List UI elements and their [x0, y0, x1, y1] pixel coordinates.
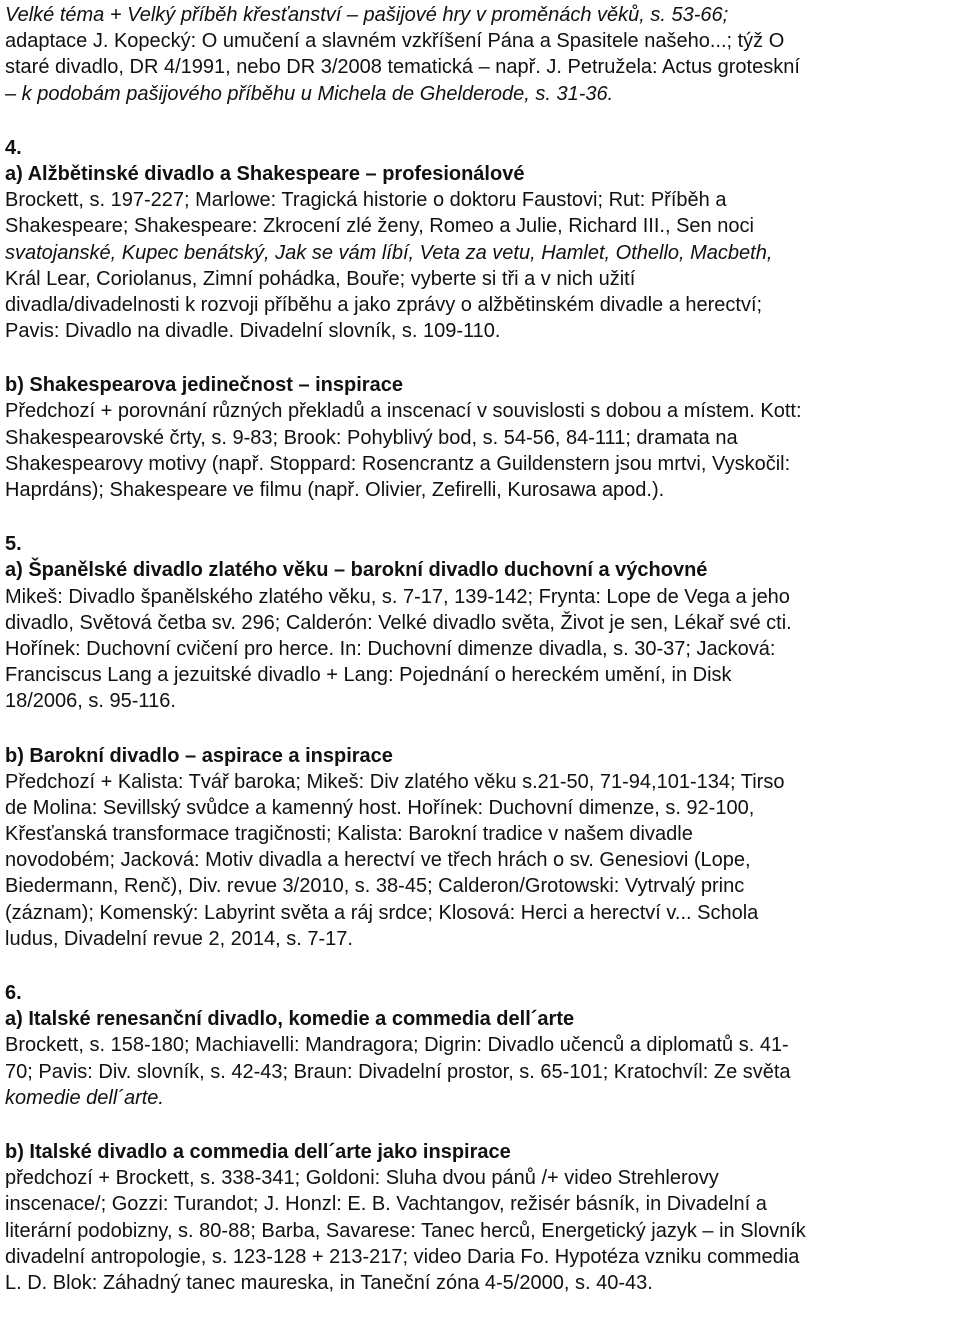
intro-line-2-text: adaptace J. Kopecký: O umučení a slavném vzkříšení Pána a Spasitele našeho...; týž O — [5, 30, 785, 53]
section-4a-line-6: Pavis: Divadlo na divadle. Divadelní slovník, s. 109-110. — [5, 320, 501, 343]
section-4b-line-4: Haprdáns); Shakespeare ve filmu (např. Olivier, Zefirelli, Kurosawa apod.). — [5, 479, 665, 501]
section-4a-line-4: Král Lear, Coriolanus, Zimní pohádka, Bouře; vyberte si tři a v nich užití — [5, 267, 636, 290]
section-6b-line-5: L. D. Blok: Záhadný tanec maureska, in Taneční zóna 4-5/2000, s. 40-43. — [5, 1271, 653, 1294]
section-4a-line-5: divadla/divadelnosti k rozvoji příběhu a jako zprávy o alžbětinském divadle a herectví; — [5, 293, 763, 316]
section-5a-line-1: Mikeš: Divadlo španělského zlatého věku, s. 7-17, 139-142; Frynta: Lope de Vega a jeho — [5, 585, 790, 608]
spacer — [5, 344, 955, 372]
document-page — [5, 2, 955, 1296]
section-5a-heading: a) Španělské divadlo zlatého věku – barokní divadlo duchovní a výchovné — [5, 559, 708, 582]
section-6b-line-1: předchozí + Brockett, s. 338-341; Goldoni: Sluha dvou pánů /+ video Strehlerovy — [5, 1167, 719, 1190]
section-6a-heading: a) Italské renesanční divadlo, komedie a commedia dell´arte — [5, 1008, 575, 1031]
spacer — [5, 503, 955, 531]
section-4a-heading: a) Alžbětinské divadlo a Shakespeare – profesionálové — [5, 162, 525, 185]
section-5b-heading: b) Barokní divadlo – aspirace a inspirace — [5, 744, 393, 767]
intro-line-2 — [5, 28, 955, 54]
section-6-number: 6. — [5, 982, 22, 1004]
section-5-number: 5. — [5, 533, 22, 556]
section-5b-line-2: de Molina: Sevillský svůdce a kamenný host. Hořínek: Duchovní dimenze, s. 92-100, — [5, 796, 755, 819]
section-4b-heading: b) Shakespearova jedinečnost – inspirace — [5, 374, 403, 397]
section-5b-line-6: (záznam); Komenský: Labyrint světa a ráj srdce; Klosová: Herci a herectví v... Schola — [5, 901, 759, 924]
section-6b-heading: b) Italské divadlo a commedia dell´arte jako inspirace — [5, 1140, 511, 1163]
section-5b-line-7: ludus, Divadelní revue 2, 2014, s. 7-17. — [5, 927, 353, 950]
section-5b-line-4: novodobém; Jacková: Motiv divadla a herectví ve třech hrách o sv. Genesiovi (Lope, — [5, 849, 751, 872]
intro-line-3-text: staré divadlo, DR 4/1991, nebo DR 3/2008 tematická – např. J. Petružela: Actus groteskní — [5, 56, 800, 79]
section-4a-line-3: svatojanské, Kupec benátský, Jak se vám líbí, Veta za vetu, Hamlet, Othello, Macbeth, — [5, 241, 773, 264]
section-5b-line-3: Křesťanská transformace tragičnosti; Kalista: Barokní tradice v našem divadle — [5, 823, 693, 846]
section-4b-line-1: Předchozí + porovnání různých překladů a inscenací v souvislosti s dobou a místem. Kott: — [5, 400, 802, 423]
spacer — [5, 107, 955, 135]
section-5a-line-4: Franciscus Lang a jezuitské divadlo + Lang: Pojednání o hereckém umění, in Disk — [5, 664, 732, 687]
section-6b-line-2: inscenace/; Gozzi: Turandot; J. Honzl: E. B. Vachtangov, režisér básník, in Divadelní a — [5, 1193, 767, 1216]
section-6a-line-2: 70; Pavis: Div. slovník, s. 42-43; Braun: Divadelní prostor, s. 65-101; Kratochvíl: Ze světa — [5, 1060, 791, 1083]
spacer — [5, 1111, 955, 1139]
section-4b-line-2: Shakespearovské črty, s. 9-83; Brook: Pohyblivý bod, s. 54-56, 84-111; dramata na — [5, 426, 738, 449]
intro-line-4: – k podobám pašijového příběhu u Michela de Ghelderode, s. 31-36. — [5, 82, 614, 105]
section-5a-line-5: 18/2006, s. 95-116. — [5, 690, 176, 713]
section-5a-line-2: divadlo, Světová četba sv. 296; Calderón: Velké divadlo světa, Život je sen, Lékař své cti. — [5, 611, 792, 634]
section-4-number: 4. — [5, 136, 22, 159]
section-4a-line-1: Brockett, s. 197-227; Marlowe: Tragická historie o doktoru Faustovi; Rut: Příběh a — [5, 189, 727, 212]
section-5a-line-3: Hořínek: Duchovní cvičení pro herce. In: Duchovní dimenze divadla, s. 30-37; Jacková: — [5, 637, 776, 660]
section-6b-line-4: divadelní antropologie, s. 123-128 + 213-217; video Daria Fo. Hypotéza vzniku commedia — [5, 1245, 800, 1268]
intro-line-3 — [5, 54, 955, 80]
section-6a-line-3: komedie dell´arte. — [5, 1086, 164, 1109]
intro-line-1: Velké téma + Velký příběh křesťanství – pašijové hry v proměnách věků, s. 53-66; — [5, 4, 729, 26]
section-5b-line-5: Biedermann, Renč), Div. revue 3/2010, s. 38-45; Calderon/Grotowski: Vytrvalý princ — [5, 875, 745, 898]
section-4b-line-3: Shakespearovy motivy (např. Stoppard: Rosencrantz a Guildenstern jsou mrtvi, Vyskočil: — [5, 452, 791, 475]
spacer — [5, 952, 955, 980]
section-4a-line-2: Shakespeare; Shakespeare: Zkrocení zlé ženy, Romeo a Julie, Richard III., Sen noci — [5, 215, 754, 238]
section-5b-line-1: Předchozí + Kalista: Tvář baroka; Mikeš: Div zlatého věku s.21-50, 71-94,101-134; Tirso — [5, 770, 785, 793]
spacer — [5, 715, 955, 743]
section-6a-line-1: Brockett, s. 158-180; Machiavelli: Mandragora; Digrin: Divadlo učenců a diplomatů s. 41- — [5, 1034, 789, 1057]
section-6b-line-3: literární podobizny, s. 80-88; Barba, Savarese: Tanec herců, Energetický jazyk – in Slovník — [5, 1219, 806, 1242]
